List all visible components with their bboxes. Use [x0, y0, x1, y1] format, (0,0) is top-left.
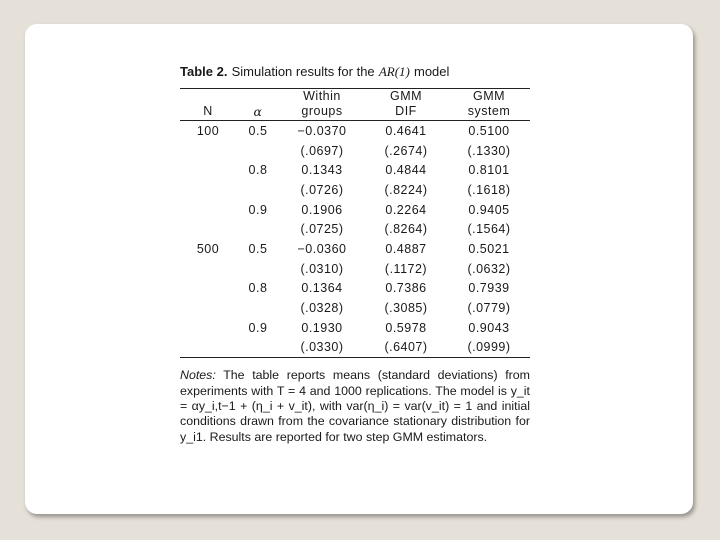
- table-cell: [180, 200, 236, 220]
- table-cell: 100: [196, 123, 220, 138]
- table-cell: 0.9405: [468, 202, 510, 217]
- table-cell: 0.5021: [468, 241, 510, 256]
- table-cell: [180, 338, 236, 358]
- table-caption: [180, 64, 530, 80]
- table-row: [180, 298, 530, 318]
- table-cell: 0.8: [248, 163, 268, 178]
- table-cell: [180, 141, 236, 161]
- header-cell: α: [236, 104, 280, 121]
- table-cell: (.0999): [467, 340, 511, 355]
- table-caption-text: Simulation results for the: [231, 64, 375, 79]
- header-cell: GMM: [472, 89, 506, 103]
- header-cell: N: [180, 104, 236, 121]
- table-cell: (.0726): [300, 182, 344, 197]
- table-cell: 0.9: [248, 202, 268, 217]
- table-cell: (.0697): [300, 143, 344, 158]
- table-cell: (.0328): [300, 301, 344, 316]
- table-cell: 0.7939: [468, 281, 510, 296]
- header-cell: [180, 89, 236, 105]
- table-row: [180, 200, 530, 220]
- table-cell: (.1564): [467, 222, 511, 237]
- table-cell: [180, 298, 236, 318]
- table-header: [180, 89, 530, 121]
- table-cell: [180, 279, 236, 299]
- table-row: [180, 259, 530, 279]
- header-row2: [180, 104, 530, 121]
- table-cell: 0.8101: [468, 163, 510, 178]
- table-row: [180, 239, 530, 259]
- table-cell: 0.1906: [301, 202, 343, 217]
- table-cell: [236, 298, 280, 318]
- header-cell: DIF: [364, 104, 448, 121]
- table-cell: (.0725): [300, 222, 344, 237]
- table-cell: [180, 160, 236, 180]
- table-cell: [180, 180, 236, 200]
- table-cell: 0.9043: [468, 320, 510, 335]
- table-caption-model: AR(1): [378, 64, 410, 79]
- table-cell: (.0330): [300, 340, 344, 355]
- table-cell: (.0632): [467, 261, 511, 276]
- table-caption-label: Table 2.: [180, 64, 228, 79]
- header-cell: Within: [303, 89, 341, 103]
- table-cell: (.0310): [300, 261, 344, 276]
- table-row: [180, 279, 530, 299]
- table-cell: 0.5100: [468, 123, 510, 138]
- table-row: [180, 318, 530, 338]
- table-body: [180, 121, 530, 358]
- table-row: [180, 160, 530, 180]
- table-cell: 0.7386: [385, 281, 427, 296]
- table-row: [180, 338, 530, 358]
- table-cell: 0.4887: [385, 241, 427, 256]
- table-cell: 0.5: [248, 241, 268, 256]
- header-cell: [236, 89, 280, 105]
- table-row: [180, 180, 530, 200]
- table-cell: [236, 219, 280, 239]
- table-cell: [236, 141, 280, 161]
- table-notes: [180, 368, 530, 445]
- header-cell: groups: [280, 104, 364, 121]
- table-cell: [236, 338, 280, 358]
- header-row1: [180, 89, 530, 105]
- table-cell: 0.5978: [385, 320, 427, 335]
- table-cell: −0.0370: [297, 123, 347, 138]
- notes-label: Notes:: [180, 368, 216, 383]
- table-cell: (.8264): [384, 222, 428, 237]
- table-row: [180, 141, 530, 161]
- table-cell: 0.1364: [301, 281, 343, 296]
- table-cell: [180, 259, 236, 279]
- table-row: [180, 121, 530, 141]
- table-cell: [180, 318, 236, 338]
- table-cell: (.0779): [467, 301, 511, 316]
- table-cell: (.2674): [384, 143, 428, 158]
- table-cell: (.1618): [467, 182, 511, 197]
- table-cell: (.1172): [384, 261, 428, 276]
- header-cell: GMM: [389, 89, 423, 103]
- notes-text: The table reports means (standard deviations) from experiments with T = 4 and 1000 replications. The model is y_it = αy_i,t−1 + (η_i + v_it), with var(η_i) = var(v_it) = 1 and initial conditions drawn from the covariance stationary distribution for y_i1. Results are reported for two step GMM estimators.: [180, 368, 530, 444]
- simulation-results-table: [180, 88, 530, 358]
- table-cell: 0.1343: [301, 163, 343, 178]
- table-cell: [236, 259, 280, 279]
- table-cell: 0.2264: [385, 202, 427, 217]
- table-cell: 0.1930: [301, 320, 343, 335]
- table-cell: 0.4844: [385, 163, 427, 178]
- table-cell: 500: [196, 241, 220, 256]
- table-cell: −0.0360: [297, 241, 347, 256]
- table-cell: (.3085): [384, 301, 428, 316]
- table-cell: (.1330): [467, 143, 511, 158]
- table-row: [180, 219, 530, 239]
- table-cell: 0.4641: [385, 123, 427, 138]
- table-cell: [236, 180, 280, 200]
- document-excerpt: [180, 64, 530, 445]
- table-cell: (.6407): [384, 340, 428, 355]
- header-cell: system: [448, 104, 530, 121]
- table-cell: 0.5: [248, 123, 268, 138]
- table-cell: 0.8: [248, 281, 268, 296]
- table-cell: [180, 219, 236, 239]
- table-cell: (.8224): [384, 182, 428, 197]
- table-caption-suffix: model: [414, 64, 450, 79]
- slide: [25, 24, 693, 514]
- table-cell: 0.9: [248, 320, 268, 335]
